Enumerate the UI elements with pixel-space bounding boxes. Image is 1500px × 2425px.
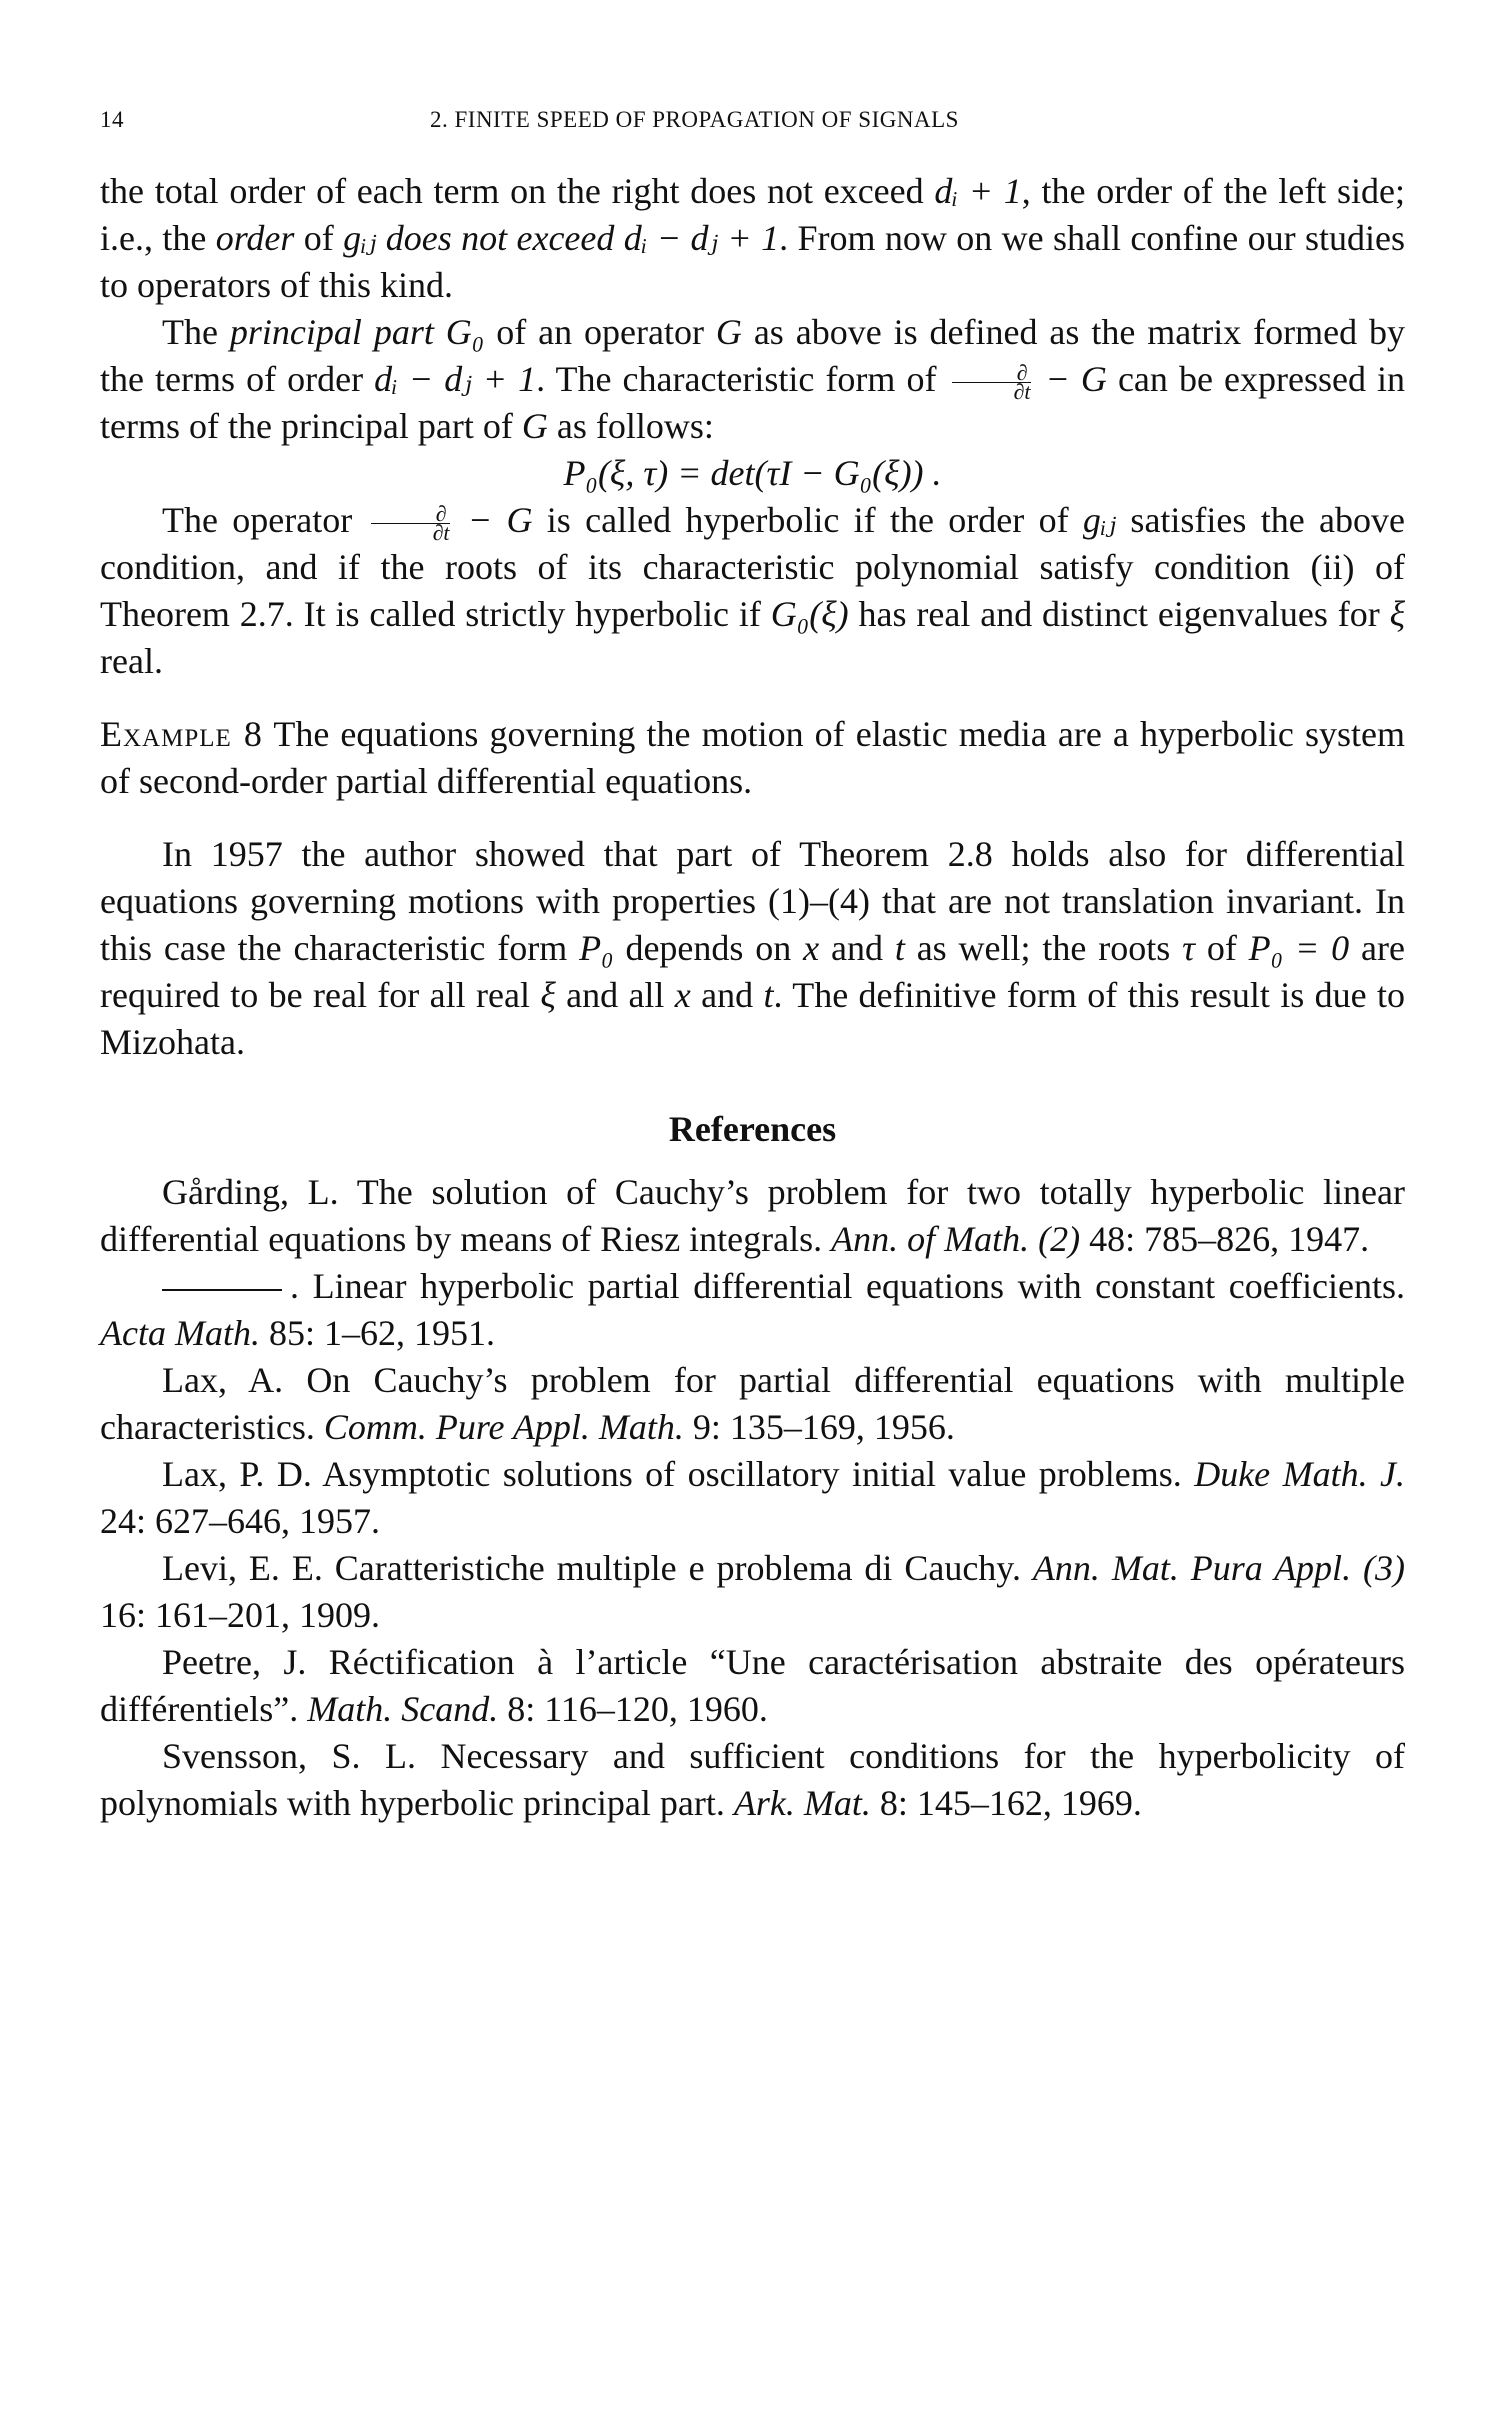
reference-item: Peetre, J. Réctification à l’article “Une caractérisation abstraite des opérateurs différentiels”. Math. Scand. 8: 116–120, 1960.	[100, 1642, 1405, 1729]
reference-item: Gårding, L. The solution of Cauchy’s problem for two totally hyperbolic linear differential equations by means of Riesz integrals. Ann. of Math. (2) 48: 785–826, 1947.	[100, 1172, 1405, 1259]
paragraph-3: The operator $\frac{\partial}{\partial t}$ − G is called hyperbolic if the order of gᵢⱼ satisfies the above condition, and if the roots of its characteristic polynomial satisfy condition (ii) of Theorem 2.7. It is called strictly hyperbolic if G₀(ξ) has real and distinct eigenvalues for ξ real.	[100, 500, 1405, 681]
reference-item: Svensson, S. L. Necessary and sufficient conditions for the hyperbolicity of polynomials with hyperbolic principal part. Ark. Mat. 8: 145–162, 1969.	[100, 1736, 1406, 1823]
reference-item: Lax, P. D. Asymptotic solutions of oscillatory initial value problems. Duke Math. J. 24: 627–646, 1957.	[100, 1454, 1405, 1541]
partial-t-fraction: $\frac{\partial}{\partial t}$	[952, 364, 1031, 401]
display-equation: P₀(ξ, τ) = det(τI − G₀(ξ)) .	[563, 453, 942, 493]
example-label: Example 8	[100, 714, 263, 754]
math-inline: dᵢ − dⱼ + 1	[623, 218, 780, 258]
ditto-dash	[162, 1289, 282, 1291]
math-inline: gᵢⱼ	[343, 218, 377, 258]
paragraph-4: In 1957 the author showed that part of Theorem 2.8 holds also for differential equations governing motions with properties (1)–(4) that are not translation invariant. In this case the characteristic form P₀ depends on x and t as well; the roots τ of P₀ = 0 are required to be real for all real ξ and all x and t. The definitive form of this result is due to Mizohata.	[100, 834, 1406, 1062]
paragraph-1: the total order of each term on the right does not exceed dᵢ + 1, the order of the left side; i.e., the order of gᵢⱼ does not exceed dᵢ − dⱼ + 1. From now on we shall confine our studies to operators of this kind.	[100, 171, 1406, 305]
running-title: 2. FINITE SPEED OF PROPAGATION OF SIGNALS	[430, 107, 959, 132]
page-number: 14	[100, 107, 124, 132]
partial-t-fraction: $\frac{\partial}{\partial t}$	[371, 505, 450, 542]
running-header	[100, 96, 1405, 146]
paragraph-2: The principal part G₀ of an operator G as above is defined as the matrix formed by the terms of order dᵢ − dⱼ + 1. The characteristic form of $\frac{\partial}{\partial t}$ − G can be expressed in terms of the principal part of G as follows:	[100, 312, 1406, 446]
reference-item: . Linear hyperbolic partial differential equations with constant coefficients. Acta Math. 85: 1–62, 1951.	[100, 1266, 1405, 1353]
reference-item: Lax, A. On Cauchy’s problem for partial differential equations with multiple characteristics. Comm. Pure Appl. Math. 9: 135–169, 1956.	[100, 1360, 1405, 1447]
math-inline: dᵢ + 1	[934, 171, 1022, 211]
page	[100, 96, 1405, 1827]
references-heading: References	[668, 1109, 837, 1149]
reference-item: Levi, E. E. Caratteristiche multiple e problema di Cauchy. Ann. Mat. Pura Appl. (3) 16: 161–201, 1909.	[100, 1548, 1405, 1635]
example-8: Example 8 The equations governing the motion of elastic media are a hyperbolic system of second-order partial differential equations.	[100, 714, 1406, 801]
